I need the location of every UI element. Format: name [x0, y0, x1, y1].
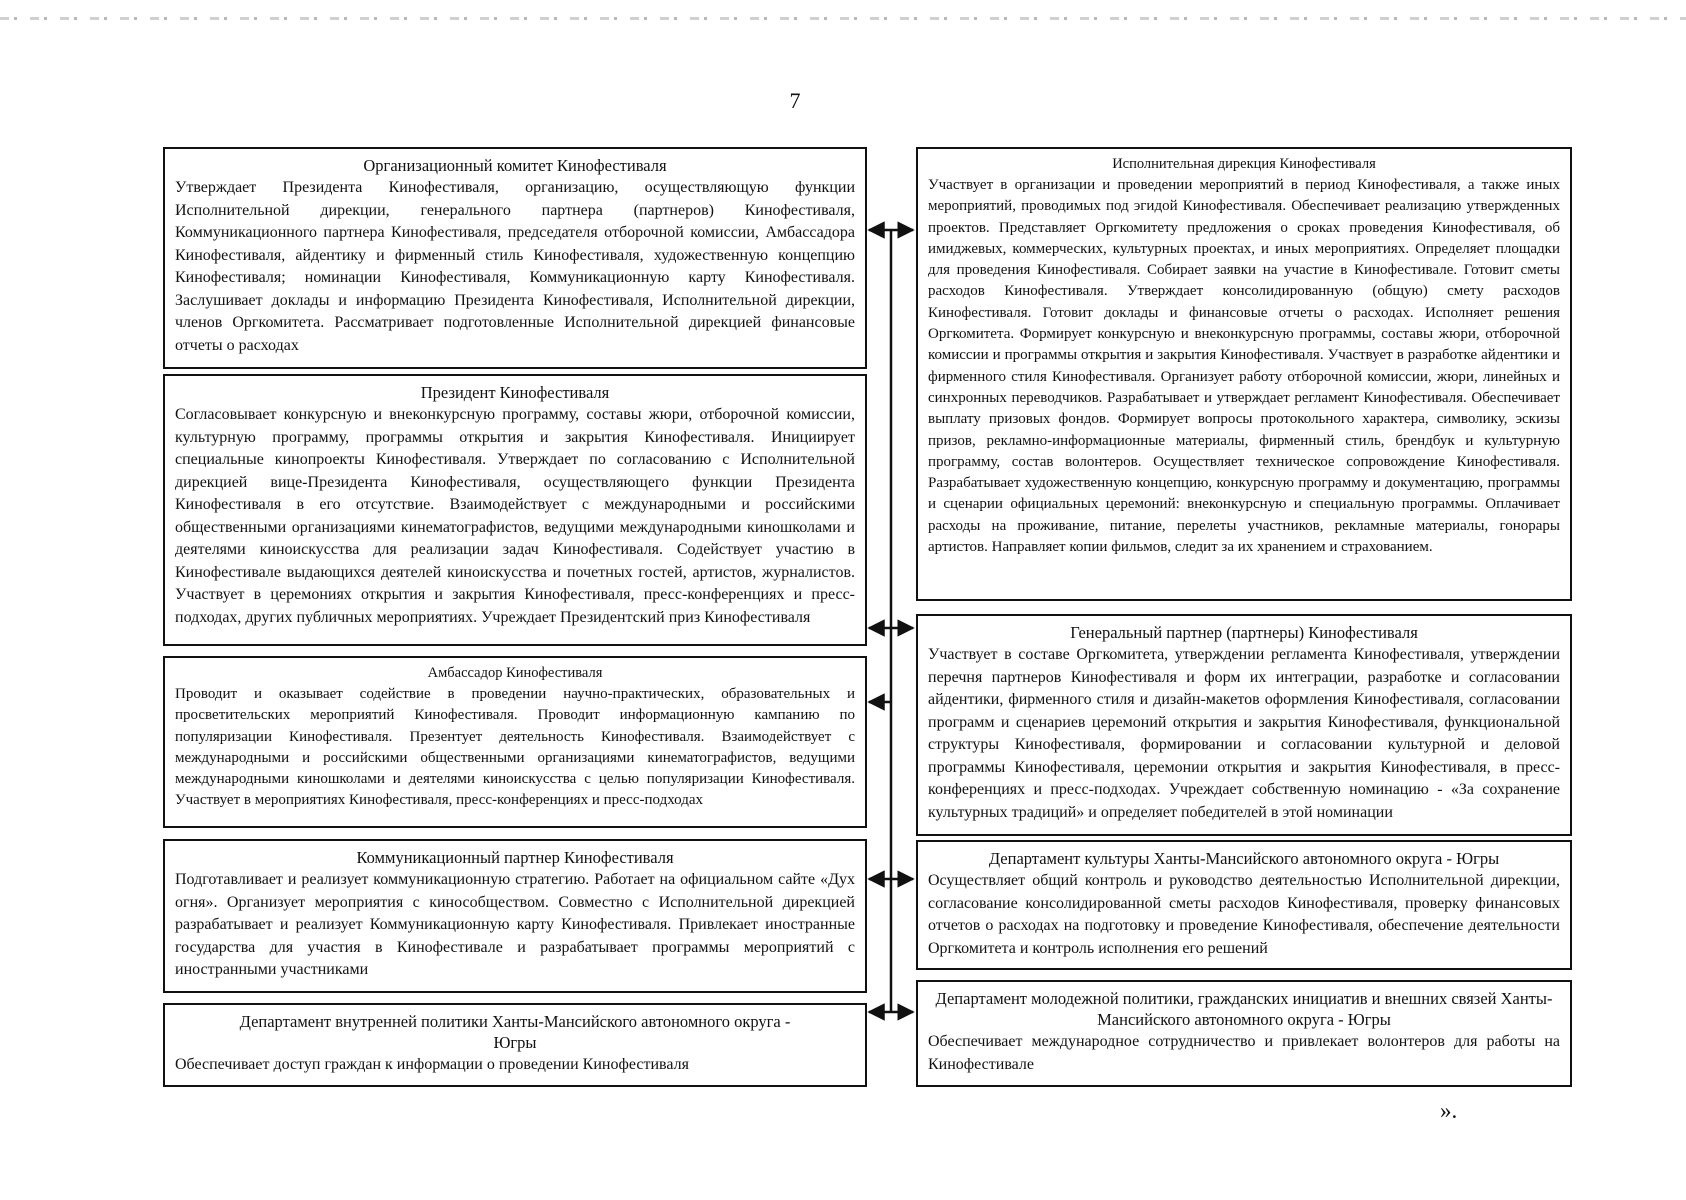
box-title: Департамент внутренней политики Ханты-Мансийского автономного округа - Югры	[239, 1012, 791, 1052]
box-title: Организационный комитет Кинофестиваля	[363, 156, 667, 175]
box-text: Обеспечивает международное сотрудничество и привлекает волонтеров для работы на Кинофестивале	[928, 1033, 1560, 1073]
box-text: Обеспечивает доступ граждан к информации о проведении Кинофестиваля	[175, 1056, 689, 1073]
box-title: Департамент молодежной политики, гражданских инициатив и внешних связей Ханты-Мансийского автономного округа - Югры	[935, 989, 1553, 1029]
box-title: Президент Кинофестиваля	[420, 383, 610, 402]
box-title: Амбассадор Кинофестиваля	[427, 665, 603, 681]
box-title: Департамент культуры Ханты-Мансийского автономного округа - Югры	[988, 849, 1500, 868]
box-text: Подготавливает и реализует коммуникационную стратегию. Работает на официальном сайте «Дух огня». Организует мероприятия с кинособществом. Совместно с Исполнительной дирекцией разрабатывает и реализует Коммуникационную карту Кинофестиваля. Привлекает иностранные государства для участия в Кинофестивале и разрабатывает программы мероприятий с иностранными участниками	[175, 871, 855, 978]
box-title: Генеральный партнер (партнеры) Кинофестиваля	[1070, 623, 1418, 642]
box-text: Участвует в составе Оргкомитета, утверждении регламента Кинофестиваля, утверждении перечня партнеров Кинофестиваля и форм их интеграции, разработке и согласовании айдентики, фирменного стиля и дизайн-макетов оформления Кинофестиваля, согласовании программ и сценариев церемоний открытия и закрытия Кинофестиваля, функциональной структуры Кинофестиваля, формировании и согласовании культурной и деловой программы Кинофестиваля, церемонии открытия и закрытия Кинофестиваля, в пресс-конференциях и пресс-подходах. Учреждает собственную номинацию - «За сохранение культурных традиций» и определяет победителей в этой номинации	[928, 646, 1560, 821]
box-text: Утверждает Президента Кинофестиваля, организацию, осуществляющую функции Исполнительной дирекции, генерального партнера (партнеров) Кинофестиваля, Коммуникационного партнера Кинофестиваля, председателя отборочной комиссии, Амбассадора Кинофестиваля, айдентику и фирменный стиль Кинофестиваля, художественную концепцию Кинофестиваля; номинации Кинофестиваля, Коммуникационную карту Кинофестиваля. Заслушивает доклады и информацию Президента Кинофестиваля, Исполнительной дирекции, членов Оргкомитета. Рассматривает подготовленные Исполнительной дирекцией финансовые отчеты о расходах	[175, 179, 855, 354]
box-text: Проводит и оказывает содействие в проведении научно-практических, образовательных и просветительских мероприятий Кинофестиваля. Проводит информационную кампанию по популяризации Кинофестиваля. Презентует деятельность Кинофестиваля. Взаимодействует с международными и российскими общественными организациями кинематографистов, ведущими международными киношколами и деятелями киноискусства с целью популяризации Кинофестиваля. Участвует в мероприятиях Кинофестиваля, пресс-конференциях и пресс-подходах	[175, 686, 855, 809]
closing-quote-mark: ».	[1440, 1098, 1458, 1123]
box-title: Исполнительная дирекция Кинофестиваля	[1112, 156, 1376, 172]
box-text: Участвует в организации и проведении мероприятий в период Кинофестиваля, а также иных мероприятий, проводимых под эгидой Кинофестиваля. Обеспечивает реализацию утвержденных проектов. Представляет Оргкомитету предложения о сроках проведения Кинофестиваля, об имиджевых, коммерческих, культурных проектах, и иных мероприятиях. Определяет площадки для проведения Кинофестиваля. Собирает заявки на участие в Кинофестивале. Готовит сметы расходов Кинофестиваля. Утверждает консолидированную (общую) смету расходов Кинофестиваля. Готовит доклады и финансовые отчеты о расходах. Исполняет решения Оргкомитета. Формирует конкурсную и внеконкурсную программы, составы жюри, отборочной комиссии и программы открытия и закрытия Кинофестиваля. Участвует в разработке айдентики и фирменного стиля Кинофестиваля. Организует работу отборочной комиссии, жюри, линейных и синхронных переводчиков. Разрабатывает и утверждает регламент Кинофестиваля. Обеспечивает выплату призовых фондов. Формирует вопросы протокольного характера, символику, эскизы призов, рекламно-информационные материалы, фирменный стиль, брендбук и культурную программу, состав волонтеров. Осуществляет техническое сопровождение Кинофестиваля. Разрабатывает художественную концепцию, конкурсную программу и документацию, программы и сценарии официальных церемоний: внеконкурсную и специальную программы. Оплачивает расходы на проживание, питание, перелеты участников, рекламные материалы, гонорары артистов. Направляет копии фильмов, следит за их хранением и страхованием.	[928, 177, 1560, 556]
box-title: Коммуникационный партнер Кинофестиваля	[356, 848, 674, 867]
box-text: Согласовывает конкурсную и внеконкурсную программу, составы жюри, отборочной комиссии, культурную программу, программы открытия и закрытия Кинофестиваля. Инициирует специальные кинопроекты Кинофестиваля. Утверждает по согласованию с Исполнительной дирекцией вице-Президента Кинофестиваля, осуществляющего функции Президента Кинофестиваля в его отсутствие. Взаимодействует с международными и российскими общественными организациями кинематографистов, ведущими международными киношколами и деятелями киноискусства для реализации задач Кинофестиваля. Содействует участию в Кинофестивале выдающихся деятелей киноискусства и почетных гостей, артистов, журналистов. Участвует в церемониях открытия и закрытия Кинофестиваля, пресс-конференциях и пресс-подходах, других публичных мероприятиях. Учреждает Президентский приз Кинофестиваля	[175, 406, 855, 626]
box-text: Осуществляет общий контроль и руководство деятельностью Исполнительной дирекции, согласование консолидированной сметы расходов Кинофестиваля, проверку финансовых отчетов о расходах на подготовку и проведение Кинофестиваля, обеспечение деятельности Оргкомитета и контроль исполнения его решений	[928, 872, 1560, 957]
page-number: 7	[789, 88, 801, 113]
